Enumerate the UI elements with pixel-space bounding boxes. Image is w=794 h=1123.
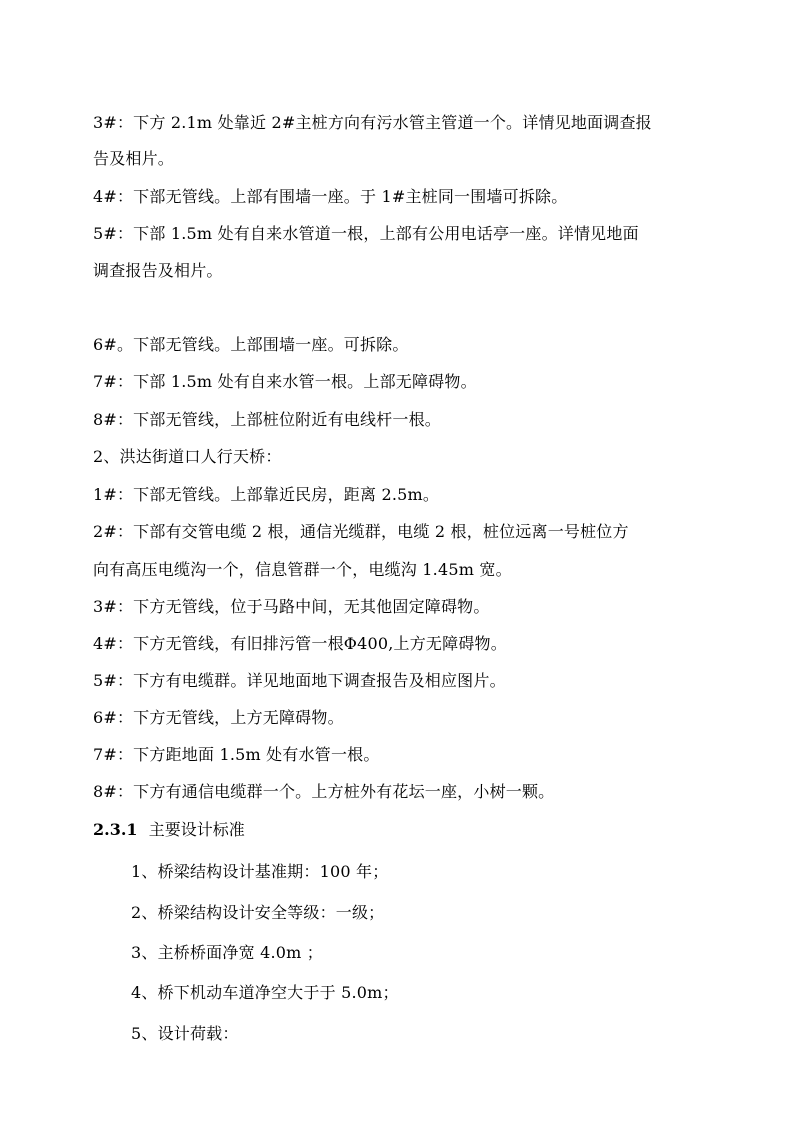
text-line: 1#：下部无管线。上部靠近民房，距离 2.5m。	[93, 485, 440, 504]
standard-item: 1、桥梁结构设计基准期：100 年；	[131, 862, 389, 881]
text-line: 4#：下部无管线。上部有围墙一座。于 1#主桩同一围墙可拆除。	[93, 187, 568, 206]
text-line: 6#：下方无管线，上方无障碍物。	[93, 708, 344, 727]
text-line: 6#。下部无管线。上部围墙一座。可拆除。	[93, 335, 409, 354]
text-line: 8#：下方有通信电缆群一个。上方桩外有花坛一座，小树一颗。	[93, 782, 555, 801]
text-line: 调查报告及相片。	[93, 261, 223, 280]
text-line: 3#：下方 2.1m 处靠近 2#主桩方向有污水管主管道一个。详情见地面调查报	[93, 113, 652, 132]
text-line: 4#：下方无管线，有旧排污管一根Φ400,上方无障碍物。	[93, 634, 507, 653]
text-line: 7#：下方距地面 1.5m 处有水管一根。	[93, 745, 380, 764]
text-line: 8#：下部无管线，上部桩位附近有电线杆一根。	[93, 410, 441, 429]
section-number: 2.3.1	[93, 820, 138, 839]
text-line: 5#：下方有电缆群。详见地面地下调查报告及相应图片。	[93, 671, 506, 690]
text-line: 告及相片。	[93, 149, 175, 168]
standard-item: 4、桥下机动车道净空大于于 5.0m；	[131, 983, 399, 1002]
text-line: 2、洪达街道口人行天桥：	[93, 447, 282, 466]
text-line: 2#：下部有交管电缆 2 根，通信光缆群，电缆 2 根，桩位远离一号桩位方	[93, 522, 629, 541]
section-title: 主要设计标准	[148, 820, 245, 839]
text-line: 7#：下部 1.5m 处有自来水管一根。上部无障碍物。	[93, 372, 477, 391]
standard-item: 5、设计荷载：	[131, 1024, 239, 1043]
standard-item: 3、主桥桥面净宽 4.0m ；	[131, 943, 323, 962]
standard-item: 2、桥梁结构设计安全等级：一级；	[131, 903, 385, 922]
text-line: 5#：下部 1.5m 处有自来水管道一根，上部有公用电话亭一座。详情见地面	[93, 224, 639, 243]
text-line: 3#：下方无管线，位于马路中间，无其他固定障碍物。	[93, 597, 490, 616]
section-heading	[93, 820, 245, 840]
text-line: 向有高压电缆沟一个，信息管群一个，电缆沟 1.45m 宽。	[93, 560, 512, 579]
